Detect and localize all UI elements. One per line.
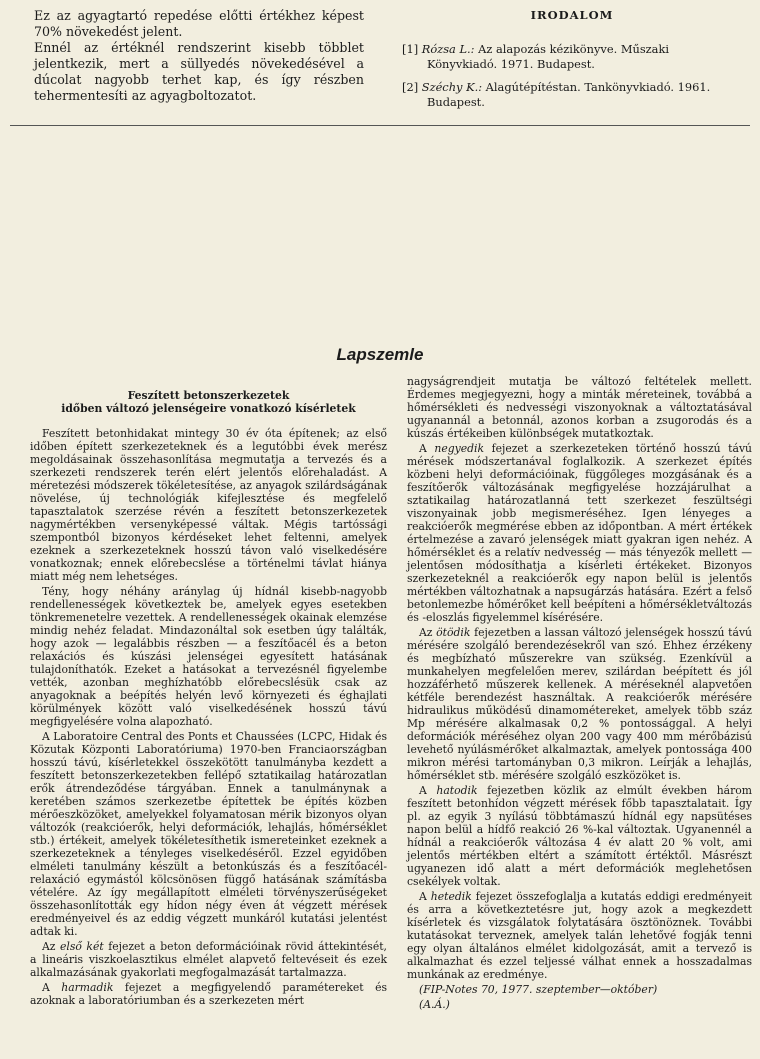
reference-item [402,42,742,73]
reference-number: [1] [402,41,419,56]
paragraph: Ennél az értéknél rendszerint kisebb többlet jelentkezik, mert a süllyedés növekedésével a dúcolat nagyobb terhet kap, és így részben tehermentesíti az agyagboltozatot. [34,40,364,103]
article-title-line: időben változó jelenségeire vonatkozó kísérletek [61,402,356,415]
article-source: (FIP-Notes 70, 1977. szeptember—október) [419,983,658,996]
text-run: Az [42,940,61,953]
paragraph: A Laboratoire Central des Ponts et Chaussées (LCPC, Hidak és Közutak Központi Laboratóriuma) 1970-ben Franciaországban hosszú távú, kísérletekkel összekötött tanulmányba kezdett a feszített betonszerkezetekben fellépő sztatikailag határozatlan erők átrendeződése tárgyában. Ennek a tanulmánynak a keretében számos szerkezetbe építettek be építés közben mérőeszközöket, amelyekkel folyamatosan mérik bizonyos olyan változók (reakcióerők, helyi deformációk, lehajlás, hőmérséklet stb.) értékeit, amelyek tökéletesíthetik ismereteinket ezeknek a szerkezeteknek a tényleges viselkedéséről. Ezzel egyidőben elméleti tanulmány készült a betonkúszás és a feszítőacél-relaxáció egymástól kölcsönösen függő hatásának számításba vételére. Az így megállapított elméleti törvényszerűségeket összehasonlították egy hídon négy éven át végzett mérések eredményeivel és az eddig végzett munkáról kutatási jelentést adtak ki. [30,730,387,938]
paragraph [30,940,387,979]
reference-author: Széchy K.: [421,79,483,94]
text-run: fejezet a megfigyelendő paramétereket és azoknak a laboratóriumban és a szerkezeten mért [30,981,387,1007]
author-initials: (A.Á.) [419,998,450,1011]
section-title: Lapszemle [336,345,424,364]
continued-text [34,8,364,104]
article-left-column [30,375,387,1009]
text-run: fejezet a szerkezeteken történő hosszú távú mérések módszertanával foglalkozik. A szerkezet építés közbeni helyi deformációinak, függőleges mozgásának és a feszítőerők változásának megfigyelése hozzájárulhat a sztatikailag határozatlanná tett szerkezet feszültségi viszonyainak jobb megismeréséhez. Igen lényeges a reakcióerők megmérése ebben az időpontban. A mért értékek értelmezése a zavaró jelenségek miatt gyakran igen nehéz. A hőmérséklet és a relatív nedvesség — más tényezők mellett — jelentősen módosíthatja a kísérleti értékeket. Bizonyos szerkezeteknél a reakcióerők egy napon belül is jelentős mértékben változhatnak a napsugárzás hatására. Ezért a felső betonlemezbe hőmérőket kell beépíteni a hőmérsékletváltozás és -eloszlás figyelemmel kísérésére. [407,442,752,624]
text-run: fejezetben közlik az elmúlt években három feszített betonhídon végzett mérések főbb tapasztalatait. Így pl. az egyik 3 nyílású többtámaszú hídnál egy napsütéses napon belül a hídfő reakció 26 %-kal változtak. Ugyanennél a hídnál a reakcióerők változása 4 év alatt 20 % volt, ami jelentős mértékben eltért a számított értéktől. Másrészt ugyanezen idő alatt a mért deformációk meglehetősen csekélyek voltak. [407,784,753,888]
section-divider [10,125,750,126]
reference-author: Rózsa L.: [421,41,475,56]
emphasis: harmadik [61,981,114,994]
article-title [30,389,387,415]
emphasis: hetedik [430,890,472,903]
text-run: Az [419,626,437,639]
references [402,8,742,118]
paragraph: nagyságrendjeit mutatja be változó feltételek mellett. Érdemes megjegyezni, hogy a minták méreteinek, továbbá a hőmérsékleti és nedvességi viszonyoknak a változtatásával ugyanannál a betonnál, azonos korban a zsugorodás és a kúszás értékeiben különbségek mutatkoztak. [407,375,752,440]
emphasis: negyedik [434,442,485,455]
reference-text: Alagútépítéstan. Tankönyvkiadó. 1961. Budapest. [427,79,711,109]
reference-item [402,80,742,111]
paragraph [407,442,752,624]
paragraph [407,890,752,981]
paragraph [407,626,752,782]
text-run: A [42,981,62,994]
paragraph [30,981,387,1007]
text-run: A [419,442,435,455]
reference-text: Az alapozás kézikönyve. Műszaki Könyvkiadó. 1971. Budapest. [427,41,670,71]
emphasis: első két [60,940,104,953]
emphasis: hatodik [436,784,478,797]
reference-number: [2] [402,79,419,94]
text-run: A [419,890,431,903]
text-run: fejezetben a lassan változó jelenségek hosszú távú mérésére szolgáló berendezésekről van szó. Ehhez érzékeny és megbízható műszerekre van szükség. Ezenkívül a munkahelyen megfelelően merev, szilárdan beépített és jól hozzáférhető műszerek kellenek. A méréseknél alapvetően kétféle berendezést használtak. A reakcióerők mérésére hidraulikus működésű dinamométereket, amelyek több száz Mp mérésére alkalmasak 0,2 % pontossággal. A helyi deformációk méréséhez olyan 200 vagy 400 mm mérőbázisú levehető nyúlásmérőket alkalmaztak, amelyek pontossága 400 mikron mérési tartományban 0,3 mikron. Leírják a lehajlás, hőmérséklet stb. mérésére szolgáló eszközöket is. [407,626,752,782]
references-heading: IRODALOM [530,8,614,22]
article-right-column [407,375,752,1013]
paragraph [407,784,752,888]
emphasis: ötödik [436,626,471,639]
text-run: fejezet a beton deformációinak rövid áttekintését, a lineáris viszkoelasztikus elmélet alapvető feltevéseit és ezek alkalmazásának gyakorlati megfogalmazását tartalmazza. [30,940,387,979]
article-title-line: Feszített betonszerkezetek [127,389,290,402]
text-run: fejezet összefoglalja a kutatás eddigi eredményeit és arra a következtetésre jut, hogy azok a megkezdett kísérletek és vizsgálatok folytatására ösztönöznek. További kutatásokat terveznek, amelyek talán lehetővé fogják tenni egy olyan általános elmélet kidolgozását, amit a tervező is alkalmazhat és ezzel teljessé válhat ennek a hosszadalmas munkának az eredménye. [407,890,752,981]
text-run: A [419,784,437,797]
paragraph: Feszített betonhidakat mintegy 30 év óta építenek; az első időben épített szerkezeteknek és a legutóbbi évek merész megoldásainak összehasonlítása megmutatja a tervezés és a szerkezeti rendszerek terén elért jelentős előrehaladást. A méretezési módszerek tökéletesítése, az anyagok szilárdságának növelése, új technológiák kifejlesztése és megfelelő tapasztalatok szerzése révén a feszített betonszerkezetek nagymértékben versenyképessé váltak. Mégis tartóssági szempontból bizonyos kérdéseket lehet feltenni, amelyek ezeknek a szerkezeteknek hosszú távon való viselkedésére vonatkoznak; ennek előrebecslése a történelmi távlat hiánya miatt még nem lehetséges. [30,427,387,583]
paragraph: Ez az agyagtartó repedése előtti értékhez képest 70% növekedést jelent. [34,8,364,39]
paragraph: Tény, hogy néhány aránylag új hídnál kisebb-nagyobb rendellenességek következtek be, amelyek egyes esetekben tönkremenetelre vezettek. A rendellenességek okainak elemzése mindig nehéz feladat. Mindazonáltal sok esetben úgy találták, hogy azok — legalábbis részben — a feszítőacél és a beton relaxációs és kúszási jelenségei egyesített hatásának tulajdoníthatók. Ezeket a hatásokat a tervezésnél figyelembe vették, azonban meghízhatóbb előrebecslésük csak az anyagoknak a beépítés helyén levő környezeti és éghajlati körülmények között való viselkedésének hosszú távú megfigyelésére volna alapozható. [30,585,387,728]
